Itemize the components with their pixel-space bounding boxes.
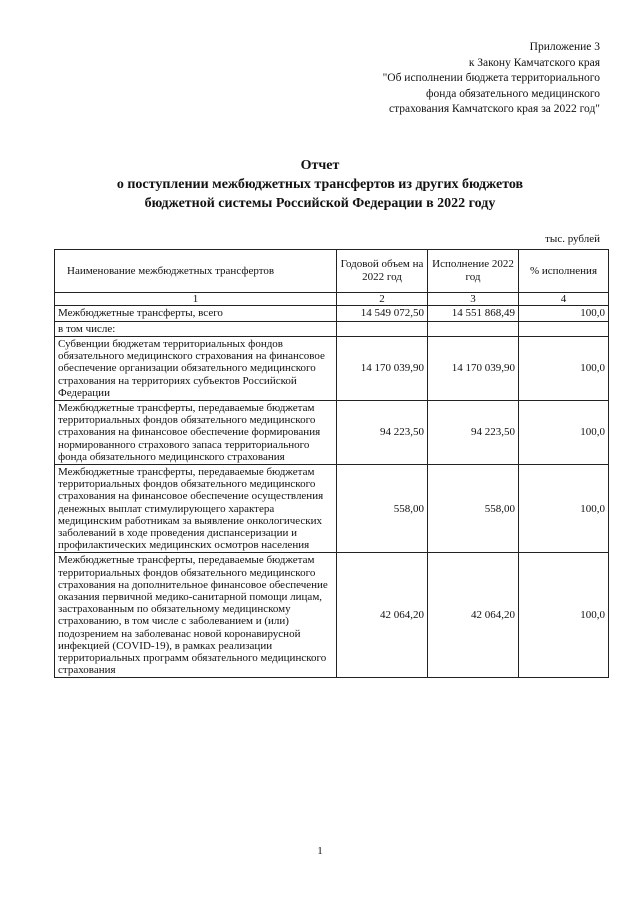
column-number-row	[55, 293, 609, 306]
including-label: в том числе:	[55, 322, 337, 337]
table-row	[55, 337, 609, 401]
total-row	[55, 306, 609, 322]
column-number: 2	[337, 293, 428, 306]
appendix-line: Приложение 3	[529, 41, 600, 53]
row-execution: 14 170 039,90	[428, 337, 519, 401]
row-annual: 94 223,50	[337, 401, 428, 465]
units-label: тыс. рублей	[545, 233, 600, 245]
row-percent: 100,0	[519, 337, 609, 401]
row-execution: 94 223,50	[428, 401, 519, 465]
row-name: Межбюджетные трансферты, передаваемые бюджетам территориальных фондов обязательного медицинского страхования на дополнительное финансовое обеспечение оказания первичной медико-санитарной помощи лицам, застрахованным по обязательному медицинскому страхованию, в том числе с заболеванием и (или) подозрением на заболеванас новой коронавирусной инфекцией (COVID-19), в рамках реализации территориальных программ обязательного медицинского страхования	[55, 553, 337, 678]
total-annual: 14 549 072,50	[337, 306, 428, 322]
row-execution: 558,00	[428, 465, 519, 553]
title-line: бюджетной системы Российской Федерации в 2022 году	[144, 196, 496, 211]
row-percent: 100,0	[519, 465, 609, 553]
appendix-line: "Об исполнении бюджета территориального	[382, 72, 600, 84]
transfers-table	[54, 249, 609, 678]
including-row	[55, 322, 609, 337]
column-number: 4	[519, 293, 609, 306]
table-row	[55, 553, 609, 678]
total-execution: 14 551 868,49	[428, 306, 519, 322]
total-percent: 100,0	[519, 306, 609, 322]
header-execution: Исполнение 2022 год	[428, 250, 519, 293]
column-number: 1	[55, 293, 337, 306]
header-name: Наименование межбюджетных трансфертов	[55, 250, 337, 293]
report-title	[0, 156, 640, 213]
row-name: Субвенции бюджетам территориальных фондов обязательного медицинского страхования на финансовое обеспечение организации обязательного медицинского страхования на территориях субъектов Российской Федерации	[55, 337, 337, 401]
row-percent: 100,0	[519, 401, 609, 465]
total-name: Межбюджетные трансферты, всего	[55, 306, 337, 322]
row-percent: 100,0	[519, 553, 609, 678]
table-row	[55, 465, 609, 553]
page-number: 1	[317, 845, 323, 857]
column-number: 3	[428, 293, 519, 306]
title-line: о поступлении межбюджетных трансфертов из других бюджетов	[116, 177, 524, 192]
header-percent: % исполнения	[519, 250, 609, 293]
appendix-line: к Закону Камчатского края	[468, 56, 600, 69]
row-name: Межбюджетные трансферты, передаваемые бюджетам территориальных фондов обязательного медицинского страхования на финансовое обеспечение формирования нормированного страхового запаса территориального фонда обязательного медицинского страхования	[55, 401, 337, 465]
header-annual: Годовой объем на 2022 год	[337, 250, 428, 293]
row-annual: 14 170 039,90	[337, 337, 428, 401]
appendix-line: страхования Камчатского края за 2022 год"	[388, 103, 600, 115]
title-line: Отчет	[300, 158, 340, 173]
row-name: Межбюджетные трансферты, передаваемые бюджетам территориальных фондов обязательного медицинского страхования на финансовое обеспечение осуществления денежных выплат стимулирующего характера медицинским работникам за выявление онкологических заболеваний в ходе проведения диспансеризации и профилактических медицинских осмотров населения	[55, 465, 337, 553]
table-header-row	[55, 250, 609, 293]
row-annual: 558,00	[337, 465, 428, 553]
appendix-line: фонда обязательного медицинского	[426, 87, 600, 100]
row-annual: 42 064,20	[337, 553, 428, 678]
row-execution: 42 064,20	[428, 553, 519, 678]
appendix-header	[300, 40, 600, 118]
table-row	[55, 401, 609, 465]
